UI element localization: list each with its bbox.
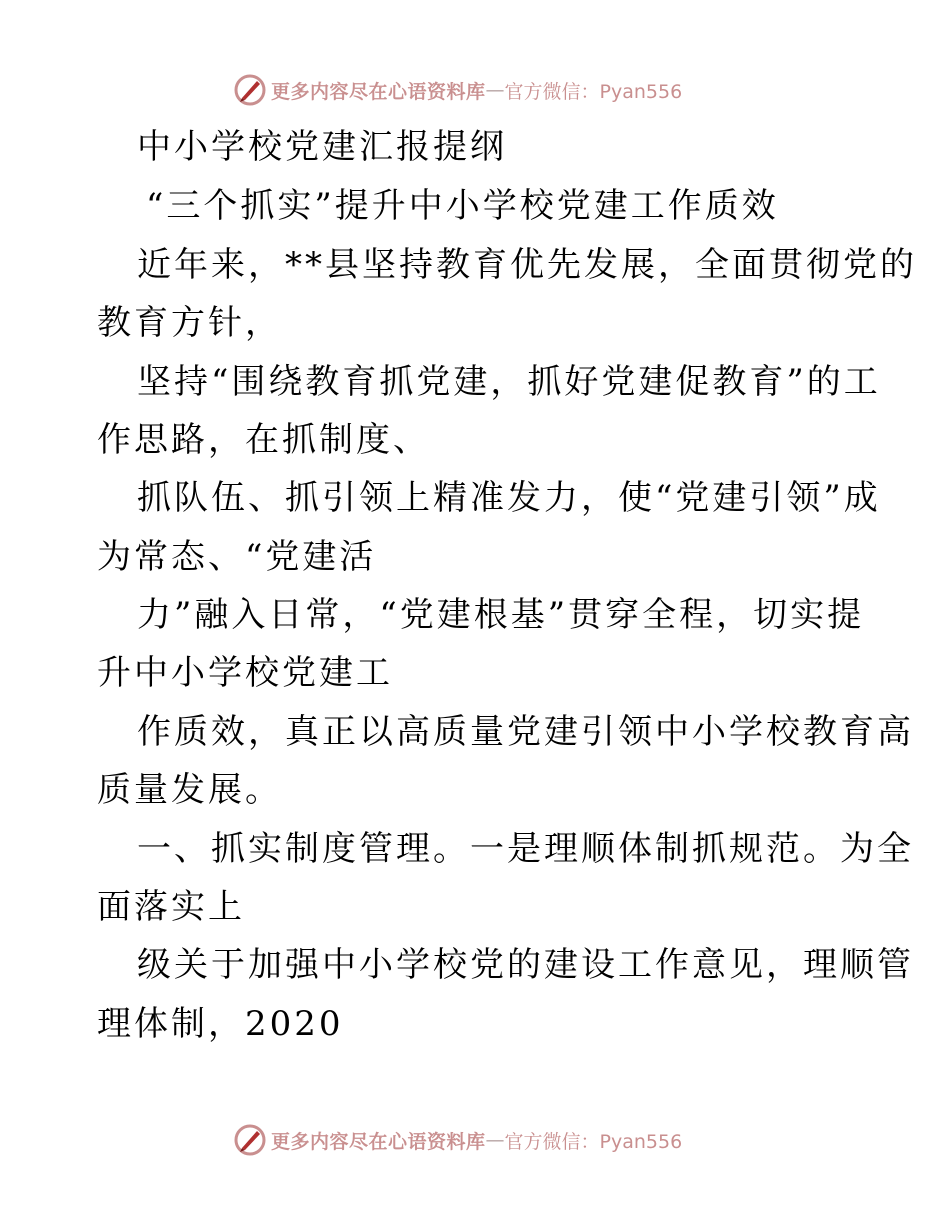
watermark-text: 更多内容尽在心语资料库 (271, 1130, 486, 1153)
footer-watermark (233, 1123, 733, 1157)
watermark-separator: — (485, 1129, 505, 1151)
paragraph-line: 坚持“围绕教育抓党建，抓好党建促教育”的工 (137, 362, 881, 402)
document-subtitle: “三个抓实”提升中小学校党建工作质效 (146, 186, 779, 226)
header-watermark (233, 73, 733, 107)
paragraph-line: 为常态、“党建活 (97, 537, 377, 577)
paragraph-line: 一、抓实制度管理。一是理顺体制抓规范。为全 (137, 829, 914, 869)
document-title: 中小学校党建汇报提纲 (137, 127, 507, 167)
paragraph-line: 级关于加强中小学校党的建设工作意见，理顺管 (137, 945, 914, 985)
watermark-separator: — (485, 79, 505, 101)
paragraph-line: 理体制，2020 (97, 1004, 344, 1044)
watermark-wechat: 官方微信：Pyan556 (504, 1130, 683, 1153)
paragraph-line: 作思路，在抓制度、 (97, 420, 430, 460)
watermark-text: 更多内容尽在心语资料库 (271, 80, 486, 103)
paragraph-line: 质量发展。 (97, 770, 282, 810)
paragraph-line: 面落实上 (97, 887, 245, 927)
paragraph-line: 抓队伍、抓引领上精准发力，使“党建引领”成 (137, 478, 881, 518)
watermark-wechat: 官方微信：Pyan556 (504, 80, 683, 103)
quill-pen-logo-icon (233, 73, 267, 107)
paragraph-line: 力”融入日常，“党建根基”贯穿全程，切实提 (137, 595, 865, 635)
paragraph-line: 升中小学校党建工 (97, 653, 393, 693)
paragraph-line: 近年来，**县坚持教育优先发展，全面贯彻党的 (137, 245, 917, 285)
paragraph-line: 教育方针， (97, 303, 282, 343)
paragraph-line: 作质效，真正以高质量党建引领中小学校教育高 (137, 712, 914, 752)
quill-pen-logo-icon (233, 1123, 267, 1157)
